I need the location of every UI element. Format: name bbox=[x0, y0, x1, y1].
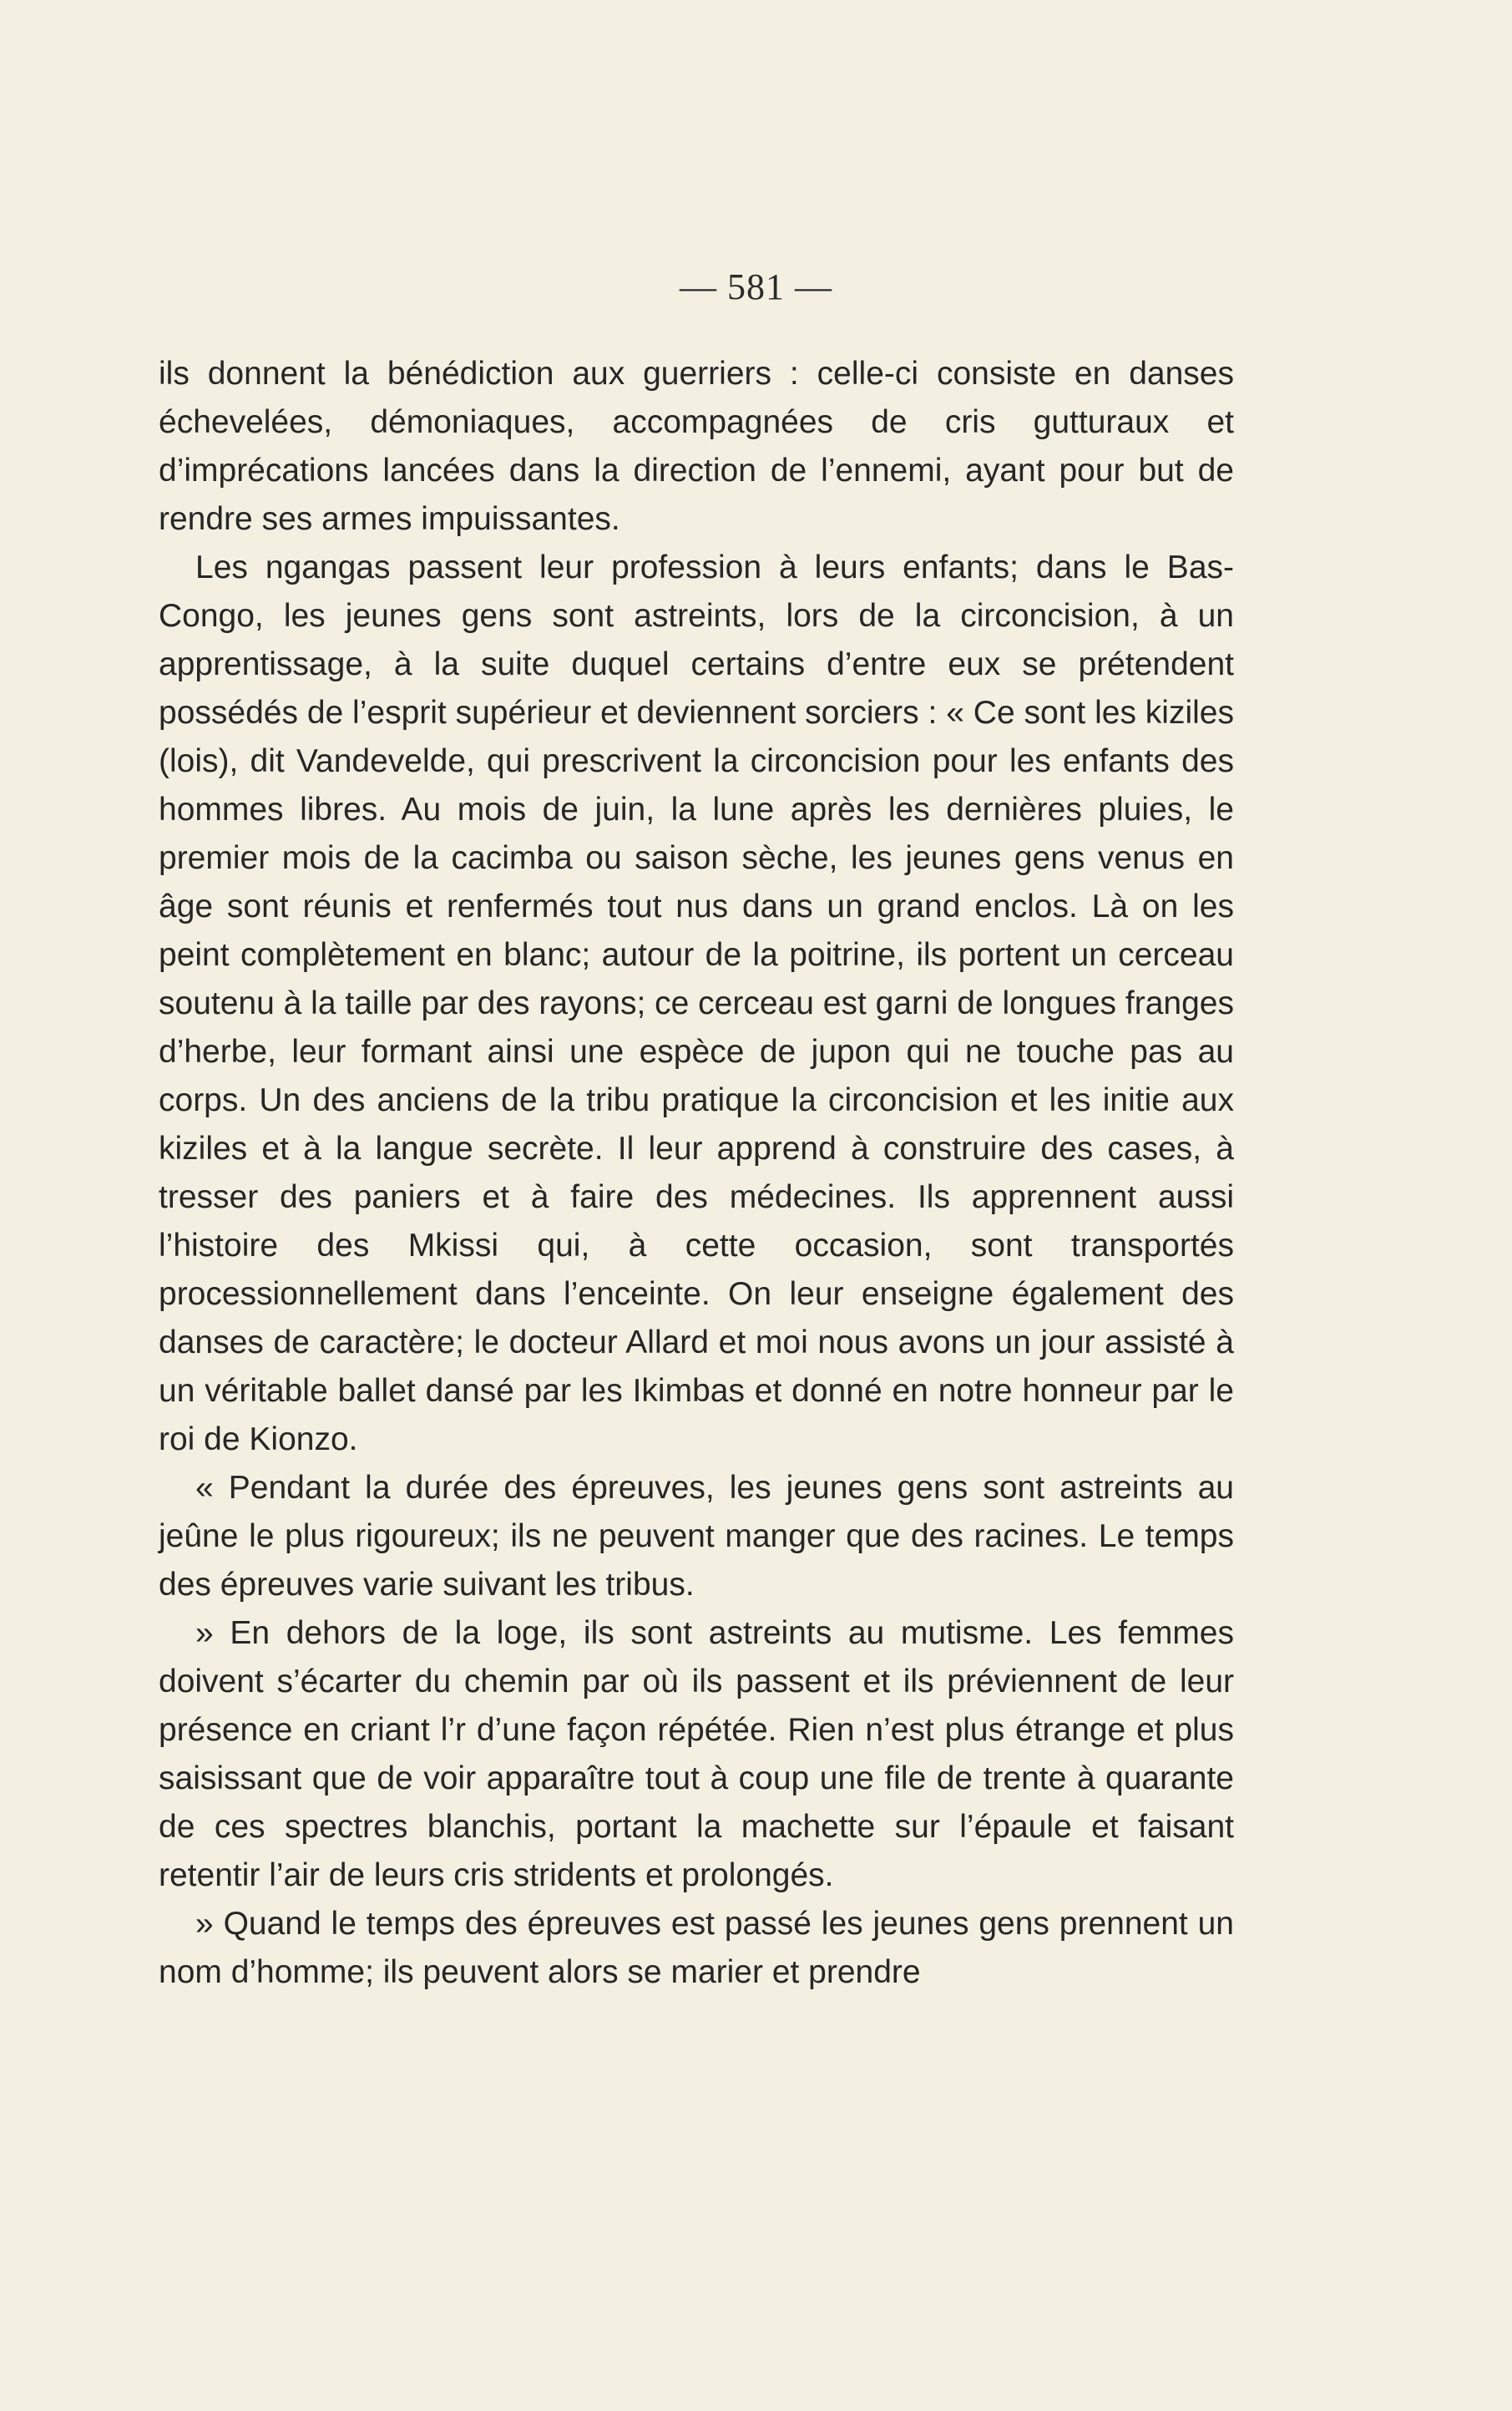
paragraph: » Quand le temps des épreuves est passé les jeunes gens prennent un nom d’homme; ils peuvent alors se marier et prendre bbox=[159, 1906, 1234, 1990]
paragraph: » En dehors de la loge, ils sont astreints au mutisme. Les femmes doivent s’écarter du chemin par où ils passent et ils préviennent de leur présence en criant l’r d’une façon répétée. Rien n’est plus étrange et plus saisissant que de voir apparaître tout à coup une file de trente à quarante de ces spectres blanchis, portant la machette sur l’épaule et faisant retentir l’air de leurs cris stridents et prolongés. bbox=[159, 1615, 1234, 1893]
body-text bbox=[159, 350, 1234, 1997]
paragraph: Les ngangas passent leur profession à leurs enfants; dans le Bas-Congo, les jeunes gens sont astreints, lors de la circoncision, à un apprentissage, à la suite duquel certains d’entre eux se prétendent possédés de l’esprit supérieur et deviennent sorciers : « Ce sont les kiziles (lois), dit Vandevelde, qui prescrivent la circoncision pour les enfants des hommes libres. Au mois de juin, la lune après les dernières pluies, le premier mois de la cacimba ou saison sèche, les jeunes gens venus en âge sont réunis et renfermés tout nus dans un grand enclos. Là on les peint complètement en blanc; autour de la poitrine, ils portent un cerceau soutenu à la taille par des rayons; ce cerceau est garni de longues franges d’herbe, leur formant ainsi une espèce de jupon qui ne touche pas au corps. Un des anciens de la tribu pratique la circoncision et les initie aux kiziles et à la langue secrète. Il leur apprend à construire des cases, à tresser des paniers et à faire des médecines. Ils apprennent aussi l’histoire des Mkissi qui, à cette occasion, sont transportés processionnellement dans l’enceinte. On leur enseigne également des danses de caractère; le docteur Allard et moi nous avons un jour assisté à un véritable ballet dansé par les Ikimbas et donné en notre honneur par le roi de Kionzo. bbox=[159, 550, 1234, 1457]
page-number: — 581 — bbox=[680, 266, 832, 307]
paragraph: « Pendant la durée des épreuves, les jeunes gens sont astreints au jeûne le plus rigoureux; ils ne peuvent manger que des racines. Le temps des épreuves varie suivant les tribus. bbox=[159, 1470, 1234, 1603]
paragraph: ils donnent la bénédiction aux guerriers : celle-ci consiste en danses échevelées, démoniaques, accompagnées de cris gutturaux et d’imprécations lancées dans la direction de l’ennemi, ayant pour but de rendre ses armes impuissantes. bbox=[159, 356, 1234, 537]
